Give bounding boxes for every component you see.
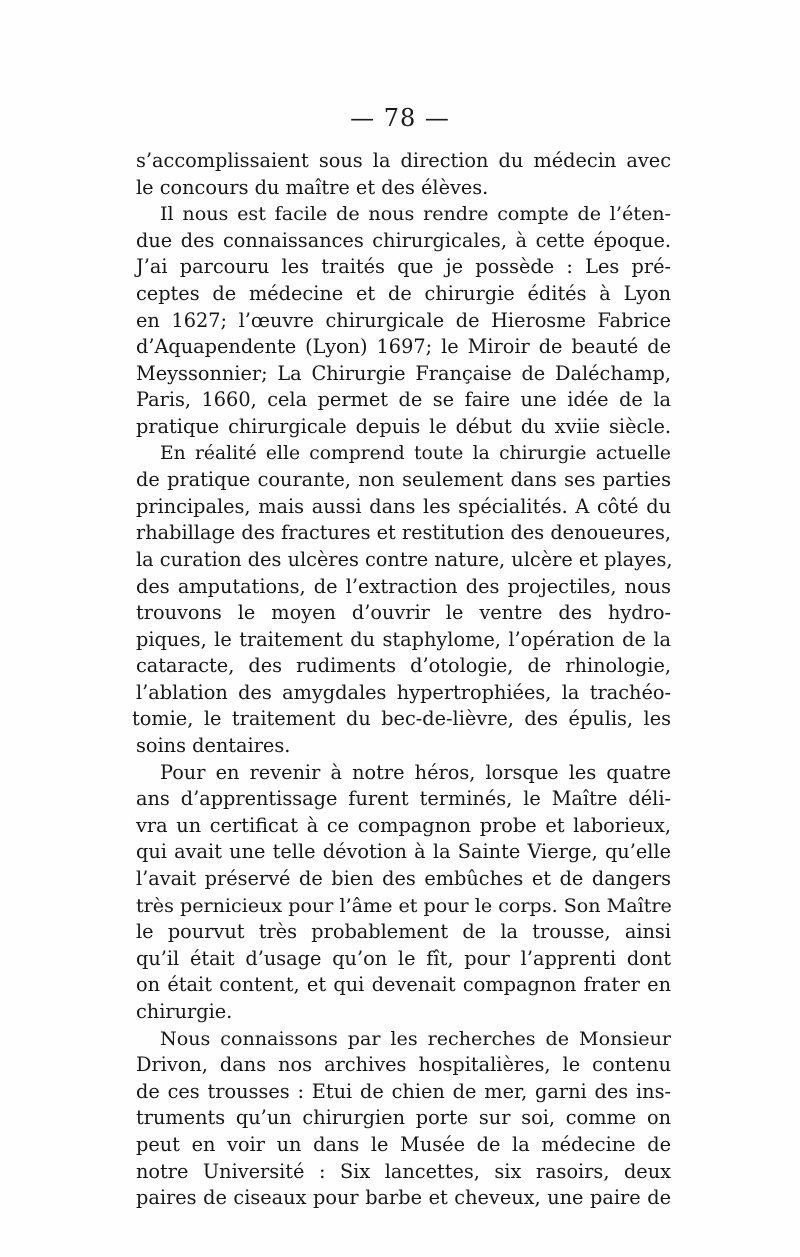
text-line: le pourvut très probablement de la trousse, ainsi: [136, 920, 671, 944]
text-line: notre Université : Six lancettes, six rasoirs, deux: [136, 1159, 671, 1183]
text-line: Meyssonnier; La Chirurgie Française de Daléchamp,: [136, 361, 671, 385]
text-line: Drivon, dans nos archives hospitalières, le contenu: [136, 1053, 671, 1077]
text-line: qui avait une telle dévotion à la Sainte Vierge, qu’elle: [136, 840, 671, 864]
text-line: principales, mais aussi dans les spécialités. A côté du: [136, 494, 671, 518]
text-line: truments qu’un chirurgien porte sur soi, comme on: [136, 1106, 671, 1130]
text-line: l’ablation des amygdales hypertrophiées, la trachéo-: [136, 680, 671, 704]
text-line: qu’il était d’usage qu’on le fît, pour l’apprenti dont: [136, 946, 671, 970]
body-text: [132, 148, 673, 1212]
text-line: on était content, et qui devenait compagnon frater en: [136, 973, 671, 997]
text-line: En réalité elle comprend toute la chirurgie actuelle: [160, 442, 671, 464]
text-line: rhabillage des fractures et restitution des denoueures,: [136, 521, 672, 545]
text-line: trouvons le moyen d’ouvrir le ventre des hydro-: [136, 601, 671, 625]
text-line: soins dentaires.: [136, 734, 291, 758]
text-line: le concours du maître et des élèves.: [136, 175, 489, 199]
text-line: s’accomplissaient sous la direction du médecin avec: [136, 149, 671, 172]
text-line: très pernicieux pour l’âme et pour le corps. Son Maître: [136, 893, 672, 917]
page-number: — 78 —: [350, 104, 450, 132]
text-line: vra un certificat à ce compagnon probe et laborieux,: [136, 813, 671, 837]
text-line: ceptes de médecine et de chirurgie édités à Lyon: [136, 281, 671, 305]
text-line: chirurgie.: [136, 1000, 233, 1023]
text-line: d’Aquapendente (Lyon) 1697; le Miroir de beauté de: [136, 335, 671, 359]
text-line: de pratique courante, non seulement dans ses parties: [136, 468, 671, 492]
text-line: pratique chirurgicale depuis le début du xviie siècle.: [136, 414, 671, 438]
text-line: Il nous est facile de nous rendre compte de l’éten-: [160, 202, 671, 226]
text-line: des amputations, de l’extraction des projectiles, nous: [136, 574, 671, 598]
text-line: la curation des ulcères contre nature, ulcère et playes,: [136, 547, 673, 571]
text-line: paires de ciseaux pour barbe et cheveux, une paire de: [136, 1186, 671, 1210]
text-line: cataracte, des rudiments d’otologie, de rhinologie,: [136, 654, 671, 678]
text-line: en 1627; l’œuvre chirurgicale de Hierosme Fabrice: [136, 308, 671, 332]
text-line: Nous connaissons par les recherches de Monsieur: [160, 1026, 671, 1050]
text-line: tomie, le traitement du bec-de-lièvre, des épulis, les: [132, 707, 671, 731]
text-line: Paris, 1660, cela permet de se faire une idée de la: [136, 388, 671, 412]
text-line: piques, le traitement du staphylome, l’opération de la: [136, 627, 671, 651]
text-line: Pour en revenir à notre héros, lorsque les quatre: [160, 760, 671, 784]
text-line: due des connaissances chirurgicales, à cette époque.: [136, 228, 671, 252]
text-line: J’ai parcouru les traités que je possède : Les pré-: [136, 255, 671, 279]
text-line: de ces trousses : Etui de chien de mer, garni des ins-: [136, 1079, 671, 1103]
text-line: peut en voir un dans le Musée de la médecine de: [136, 1132, 671, 1156]
text-line: l’avait préservé de bien des embûches et de dangers: [136, 867, 671, 891]
text-line: ans d’apprentissage furent terminés, le Maître déli-: [136, 787, 671, 811]
